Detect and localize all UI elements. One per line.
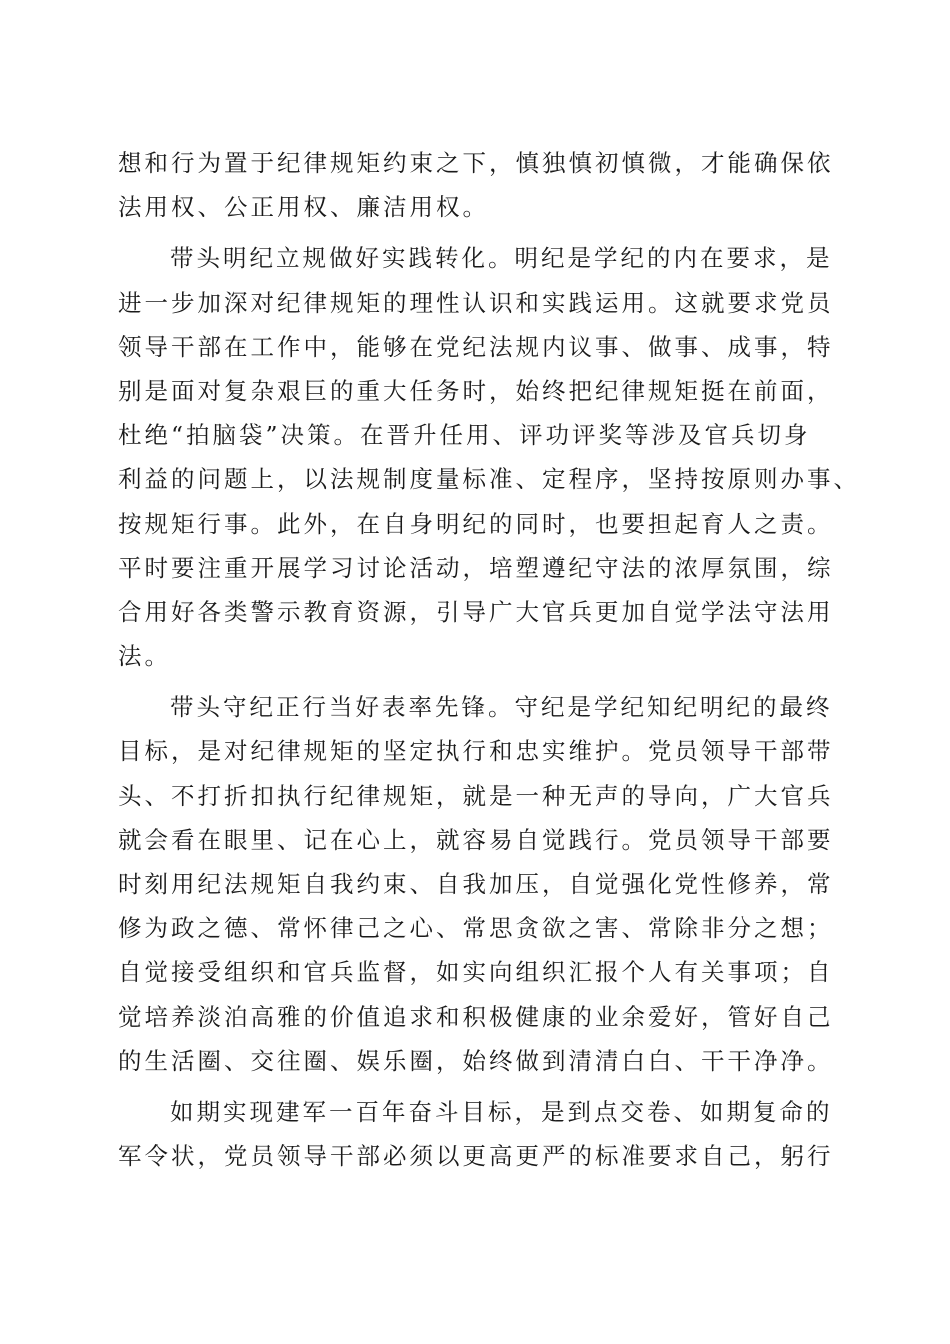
paragraph-first-line: 带头守纪正行当好表率先锋。守纪是学纪知纪明纪的最终: [170, 693, 833, 722]
text-line: 就会看在眼里、记在心上，就容易自觉践行。党员领导干部要: [118, 825, 834, 854]
text-line: 按规矩行事。此外，在自身明纪的同时，也要担起育人之责。: [118, 509, 834, 538]
paragraph-first-line: 带头明纪立规做好实践转化。明纪是学纪的内在要求，是: [170, 244, 833, 273]
text-line: 修为政之德、常怀律己之心、常思贪欲之害、常除非分之想；: [118, 914, 834, 943]
text-line: 头、不打折扣执行纪律规矩，就是一种无声的导向，广大官兵: [118, 781, 834, 810]
text-line: 领导干部在工作中，能够在党纪法规内议事、做事、成事，特: [118, 332, 834, 361]
paragraph-first-line: 如期实现建军一百年奋斗目标，是到点交卷、如期复命的: [170, 1097, 833, 1126]
text-line: 自觉接受组织和官兵监督，如实向组织汇报个人有关事项；自: [118, 958, 834, 987]
text-line: 杜绝“拍脑袋”决策。在晋升任用、评功评奖等涉及官兵切身: [118, 421, 811, 450]
text-line: 的生活圈、交往圈、娱乐圈，始终做到清清白白、干干净净。: [118, 1046, 834, 1075]
document-body: [118, 141, 860, 1178]
text-line: 军令状，党员领导干部必须以更高更严的标准要求自己，躬行: [118, 1142, 834, 1171]
text-line: 目标，是对纪律规矩的坚定执行和忠实维护。党员领导干部带: [118, 737, 834, 766]
text-line: 合用好各类警示教育资源，引导广大官兵更加自觉学法守法用: [118, 597, 834, 626]
text-line: 法。: [118, 642, 171, 671]
text-line: 时刻用纪法规矩自我约束、自我加压，自觉强化党性修养，常: [118, 870, 834, 898]
text-line: 想和行为置于纪律规矩约束之下，慎独慎初慎微，才能确保依: [118, 149, 834, 177]
text-line: 进一步加深对纪律规矩的理性认识和实践运用。这就要求党员: [118, 288, 834, 317]
text-line: 平时要注重开展学习讨论活动，培塑遵纪守法的浓厚氛围，综: [118, 553, 834, 582]
text-line: 法用权、公正用权、廉洁用权。: [118, 193, 489, 222]
text-line: 别是面对复杂艰巨的重大任务时，始终把纪律规矩挺在前面，: [118, 376, 834, 405]
text-line: 觉培养淡泊高雅的价值追求和积极健康的业余爱好，管好自己: [118, 1002, 834, 1031]
text-line: 利益的问题上，以法规制度量标准、定程序，坚持按原则办事、: [118, 465, 860, 494]
